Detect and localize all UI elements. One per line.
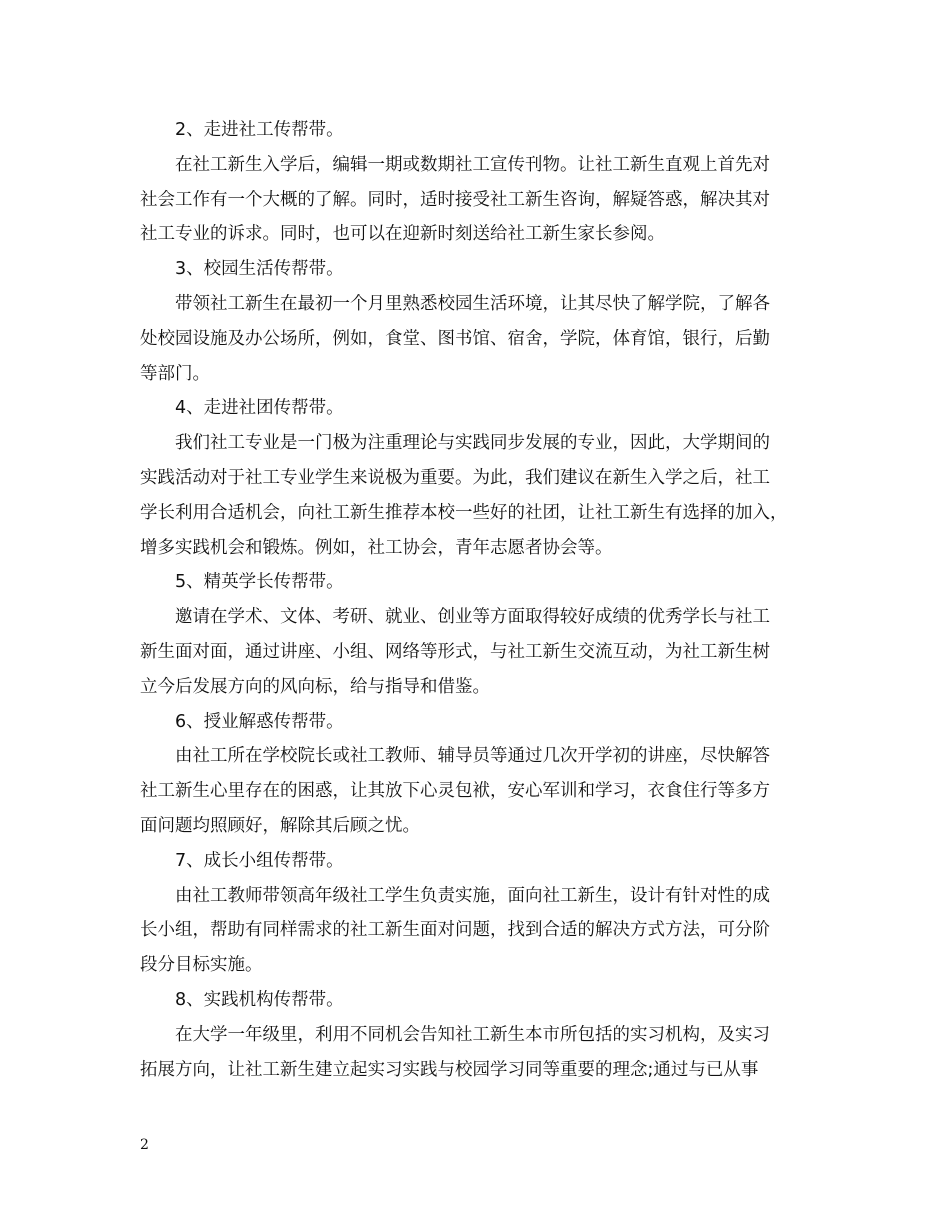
text-line: 6、授业解惑传帮带。 <box>175 711 344 732</box>
text-line: 拓展方向，让社工新生建立起实习实践与校园学习同等重要的理念;通过与已从事 <box>140 1059 759 1080</box>
text-line: 8、实践机构传帮带。 <box>175 989 344 1010</box>
text-line: 邀请在学术、文体、考研、就业、创业等方面取得较好成绩的优秀学长与社工 <box>175 607 770 628</box>
text-line: 处校园设施及办公场所，例如，食堂、图书馆、宿舍，学院，体育馆，银行，后勤 <box>140 328 770 349</box>
text-line: 社会工作有一个大概的了解。同时，适时接受社工新生咨询，解疑答惑，解决其对 <box>140 189 770 210</box>
text-line: 立今后发展方向的风向标，给与指导和借鉴。 <box>140 676 490 697</box>
text-line: 4、走进社团传帮带。 <box>175 398 344 419</box>
text-line: 3、校园生活传帮带。 <box>175 259 344 280</box>
text-line: 7、成长小组传帮带。 <box>175 850 344 871</box>
text-line: 我们社工专业是一门极为注重理论与实践同步发展的专业，因此，大学期间的 <box>175 433 770 454</box>
text-line: 学长利用合适机会，向社工新生推荐本校一些好的社团，让社工新生有选择的加入， <box>140 502 788 523</box>
text-line: 增多实践机会和锻炼。例如，社工协会，青年志愿者协会等。 <box>140 537 613 558</box>
text-line: 新生面对面，通过讲座、小组、网络等形式，与社工新生交流互动，为社工新生树 <box>140 641 770 662</box>
text-line: 由社工教师带领高年级社工学生负责实施，面向社工新生，设计有针对性的成 <box>175 885 770 906</box>
text-line: 2、走进社工传帮带。 <box>175 120 344 140</box>
text-line: 实践活动对于社工专业学生来说极为重要。为此，我们建议在新生入学之后，社工 <box>140 467 770 488</box>
text-line: 带领社工新生在最初一个月里熟悉校园生活环境，让其尽快了解学院，了解各 <box>175 293 770 314</box>
text-line: 在社工新生入学后，编辑一期或数期社工宣传刊物。让社工新生直观上首先对 <box>175 154 770 175</box>
page-number: 2 <box>140 1137 149 1153</box>
text-line: 在大学一年级里，利用不同机会告知社工新生本市所包括的实习机构，及实习 <box>175 1024 770 1045</box>
text-line: 面问题均照顾好，解除其后顾之忧。 <box>140 815 420 836</box>
document-body <box>140 113 832 1087</box>
text-line: 由社工所在学校院长或社工教师、辅导员等通过几次开学初的讲座，尽快解答 <box>175 746 770 767</box>
text-line: 等部门。 <box>140 363 210 384</box>
text-line: 5、精英学长传帮带。 <box>175 572 344 593</box>
text-line: 长小组，帮助有同样需求的社工新生面对问题，找到合适的解决方式方法，可分阶 <box>140 920 770 941</box>
text-line: 段分目标实施。 <box>140 955 263 976</box>
text-line: 社工专业的诉求。同时，也可以在迎新时刻送给社工新生家长参阅。 <box>140 224 665 245</box>
text-line: 社工新生心里存在的困惑，让其放下心灵包袱，安心军训和学习，衣食住行等多方 <box>140 781 770 802</box>
